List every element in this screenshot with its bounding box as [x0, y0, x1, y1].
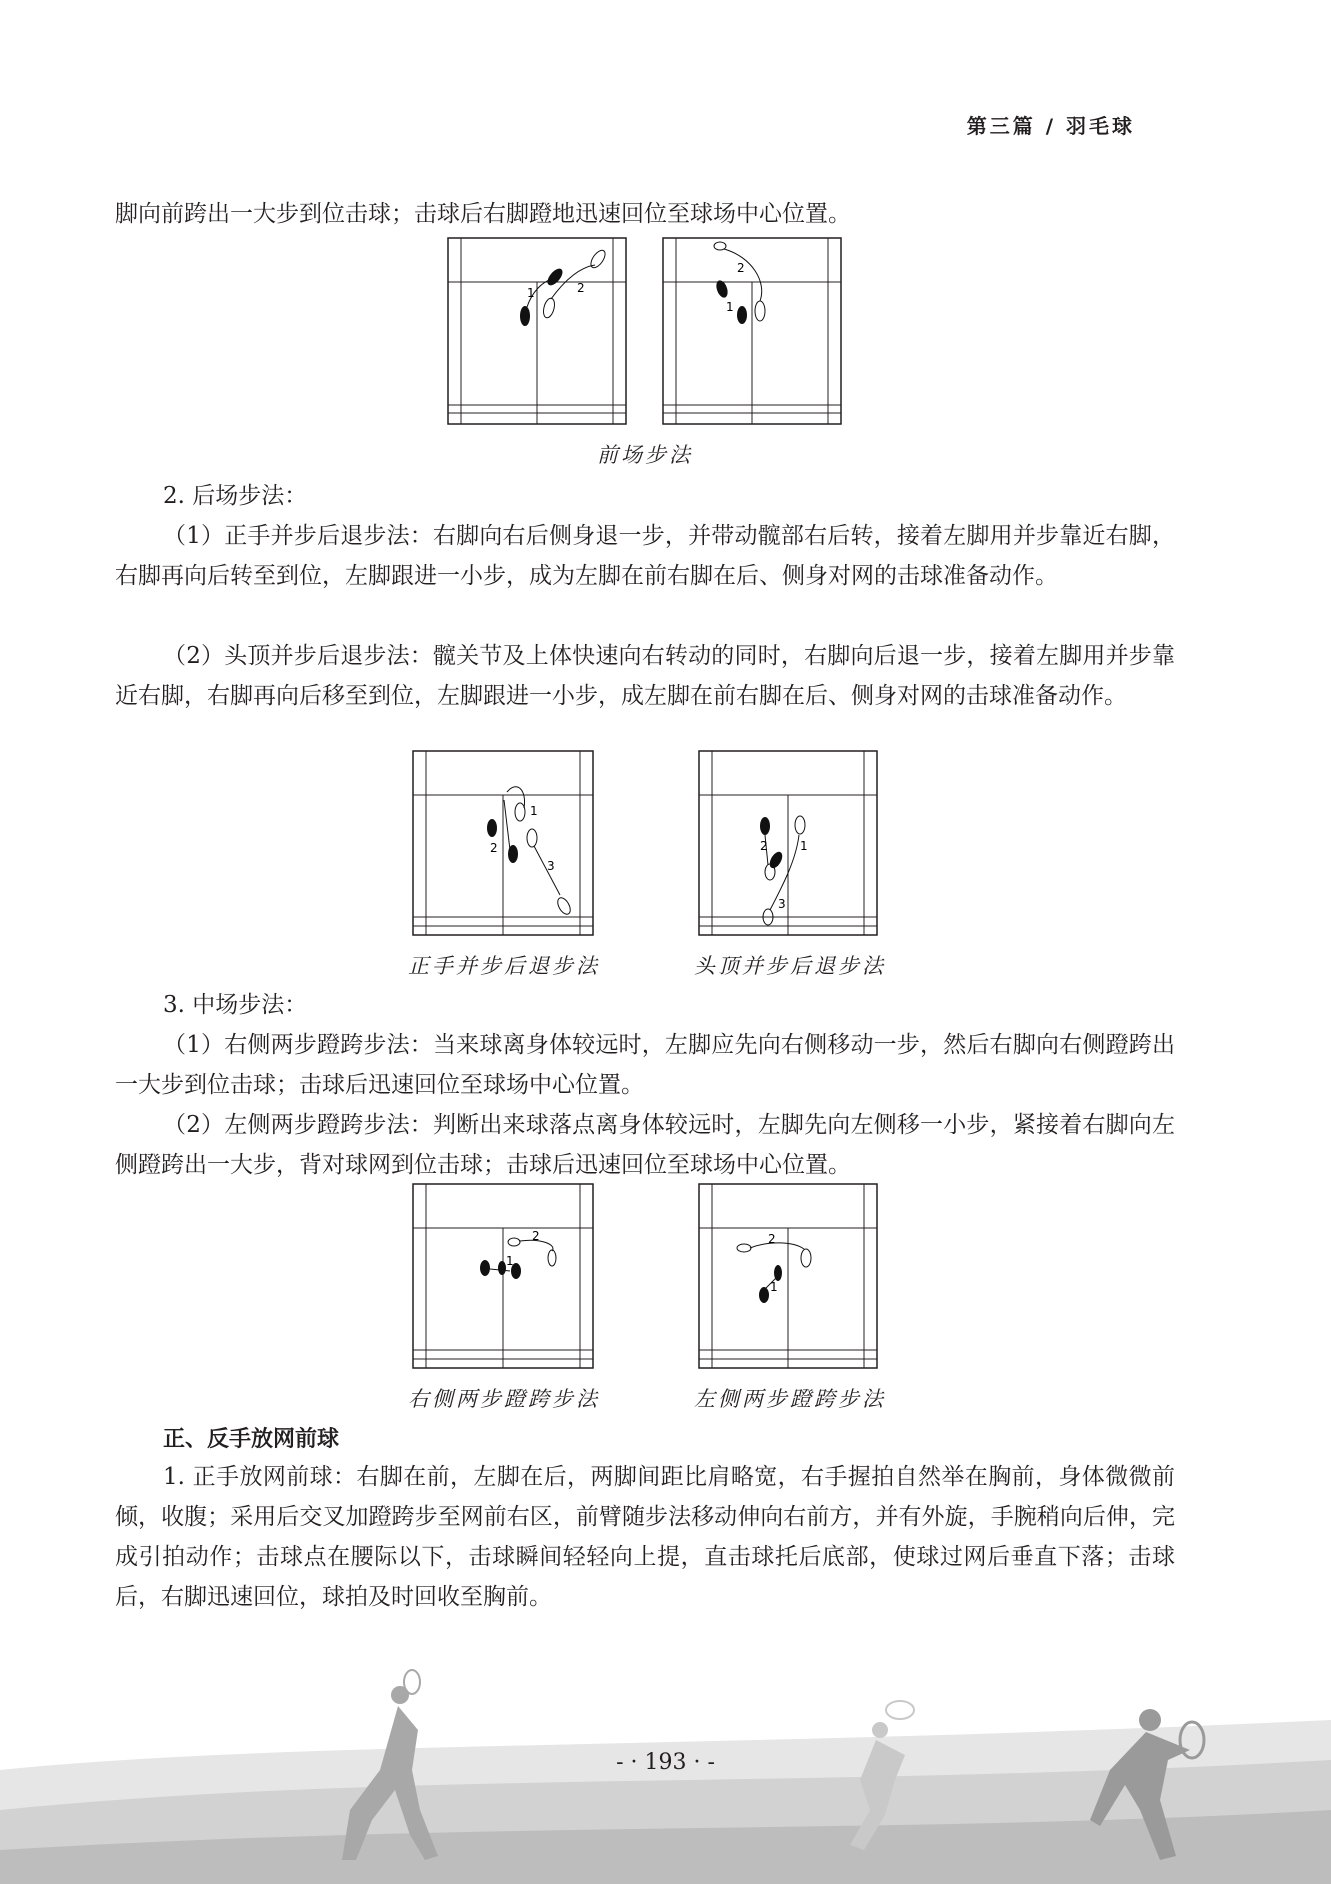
step-label: 3	[778, 897, 786, 911]
step-label: 2	[532, 1229, 540, 1243]
figure-caption-mid-right: 右侧两步蹬跨步法	[408, 1387, 600, 1411]
step-label: 1	[506, 1254, 514, 1268]
front-court-diagram-left	[447, 237, 627, 425]
step-label: 2	[577, 281, 585, 295]
back-overhead-diagram	[698, 750, 878, 936]
step-label: 1	[527, 286, 535, 300]
step-label: 2	[737, 261, 745, 275]
step-label: 2	[490, 841, 498, 855]
paragraph-back-overhead: （2）头顶并步后退步法：髋关节及上体快速向右转动的同时，右脚向后退一步，接着左脚用并步靠近右脚，右脚再向后移至到位，左脚跟进一小步，成左脚在前右脚在后、侧身对网的击球准备动作。	[115, 643, 1175, 709]
back-forehand-diagram	[412, 750, 594, 936]
figure-caption-back-overhead: 头顶并步后退步法	[694, 954, 886, 978]
mid-left-diagram	[698, 1183, 878, 1369]
page-number: - · 193 · -	[616, 1750, 715, 1775]
running-header: 第三篇 / 羽毛球	[966, 114, 1135, 138]
figure-caption-mid-left: 左侧两步蹬跨步法	[694, 1387, 886, 1411]
figure-caption-front: 前场步法	[597, 443, 693, 467]
paragraph-mid-right: （1）右侧两步蹬跨步法：当来球离身体较远时，左脚应先向右侧移动一步，然后右脚向右侧蹬跨出一大步到位击球；击球后迅速回位至球场中心位置。	[115, 1032, 1175, 1098]
paragraph-back-forehand: （1）正手并步后退步法：右脚向右后侧身退一步，并带动髋部右后转，接着左脚用并步靠近右脚，右脚再向后转至到位，左脚跟进一小步，成为左脚在前右脚在后、侧身对网的击球准备动作。	[115, 523, 1175, 589]
paragraph-mid-left: （2）左侧两步蹬跨步法：判断出来球落点离身体较远时，左脚先向左侧移一小步，紧接着右脚向左侧蹬跨出一大步，背对球网到位击球；击球后迅速回位至球场中心位置。	[115, 1112, 1175, 1178]
figure-caption-back-forehand: 正手并步后退步法	[408, 954, 600, 978]
subheading-back-court: 2. 后场步法：	[163, 483, 308, 509]
step-label: 1	[800, 839, 808, 853]
step-label: 1	[770, 1280, 778, 1294]
section-heading-net-shot: 正、反手放网前球	[163, 1427, 340, 1452]
step-label: 1	[530, 804, 538, 818]
step-label: 3	[547, 859, 555, 873]
step-label: 2	[760, 839, 768, 853]
step-label: 1	[726, 300, 734, 314]
front-court-diagram-right	[662, 237, 842, 425]
paragraph-forehand-net-shot: 1. 正手放网前球：右脚在前，左脚在后，两脚间距比肩略宽，右手握拍自然举在胸前，身体微微前倾，收腹；采用后交叉加蹬跨步至网前右区，前臂随步法移动伸向右前方，并有外旋，手腕稍向后伸，完成引拍动作；击球点在腰际以下，击球瞬间轻轻向上提，直击球托后底部，使球过网后垂直下落；击球后，右脚迅速回位，球拍及时回收至胸前。	[115, 1464, 1175, 1610]
mid-right-diagram	[412, 1183, 594, 1369]
subheading-mid-court: 3. 中场步法：	[163, 992, 308, 1018]
paragraph-front-end: 脚向前跨出一大步到位击球；击球后右脚蹬地迅速回位至球场中心位置。	[115, 201, 851, 227]
step-label: 2	[768, 1232, 776, 1246]
